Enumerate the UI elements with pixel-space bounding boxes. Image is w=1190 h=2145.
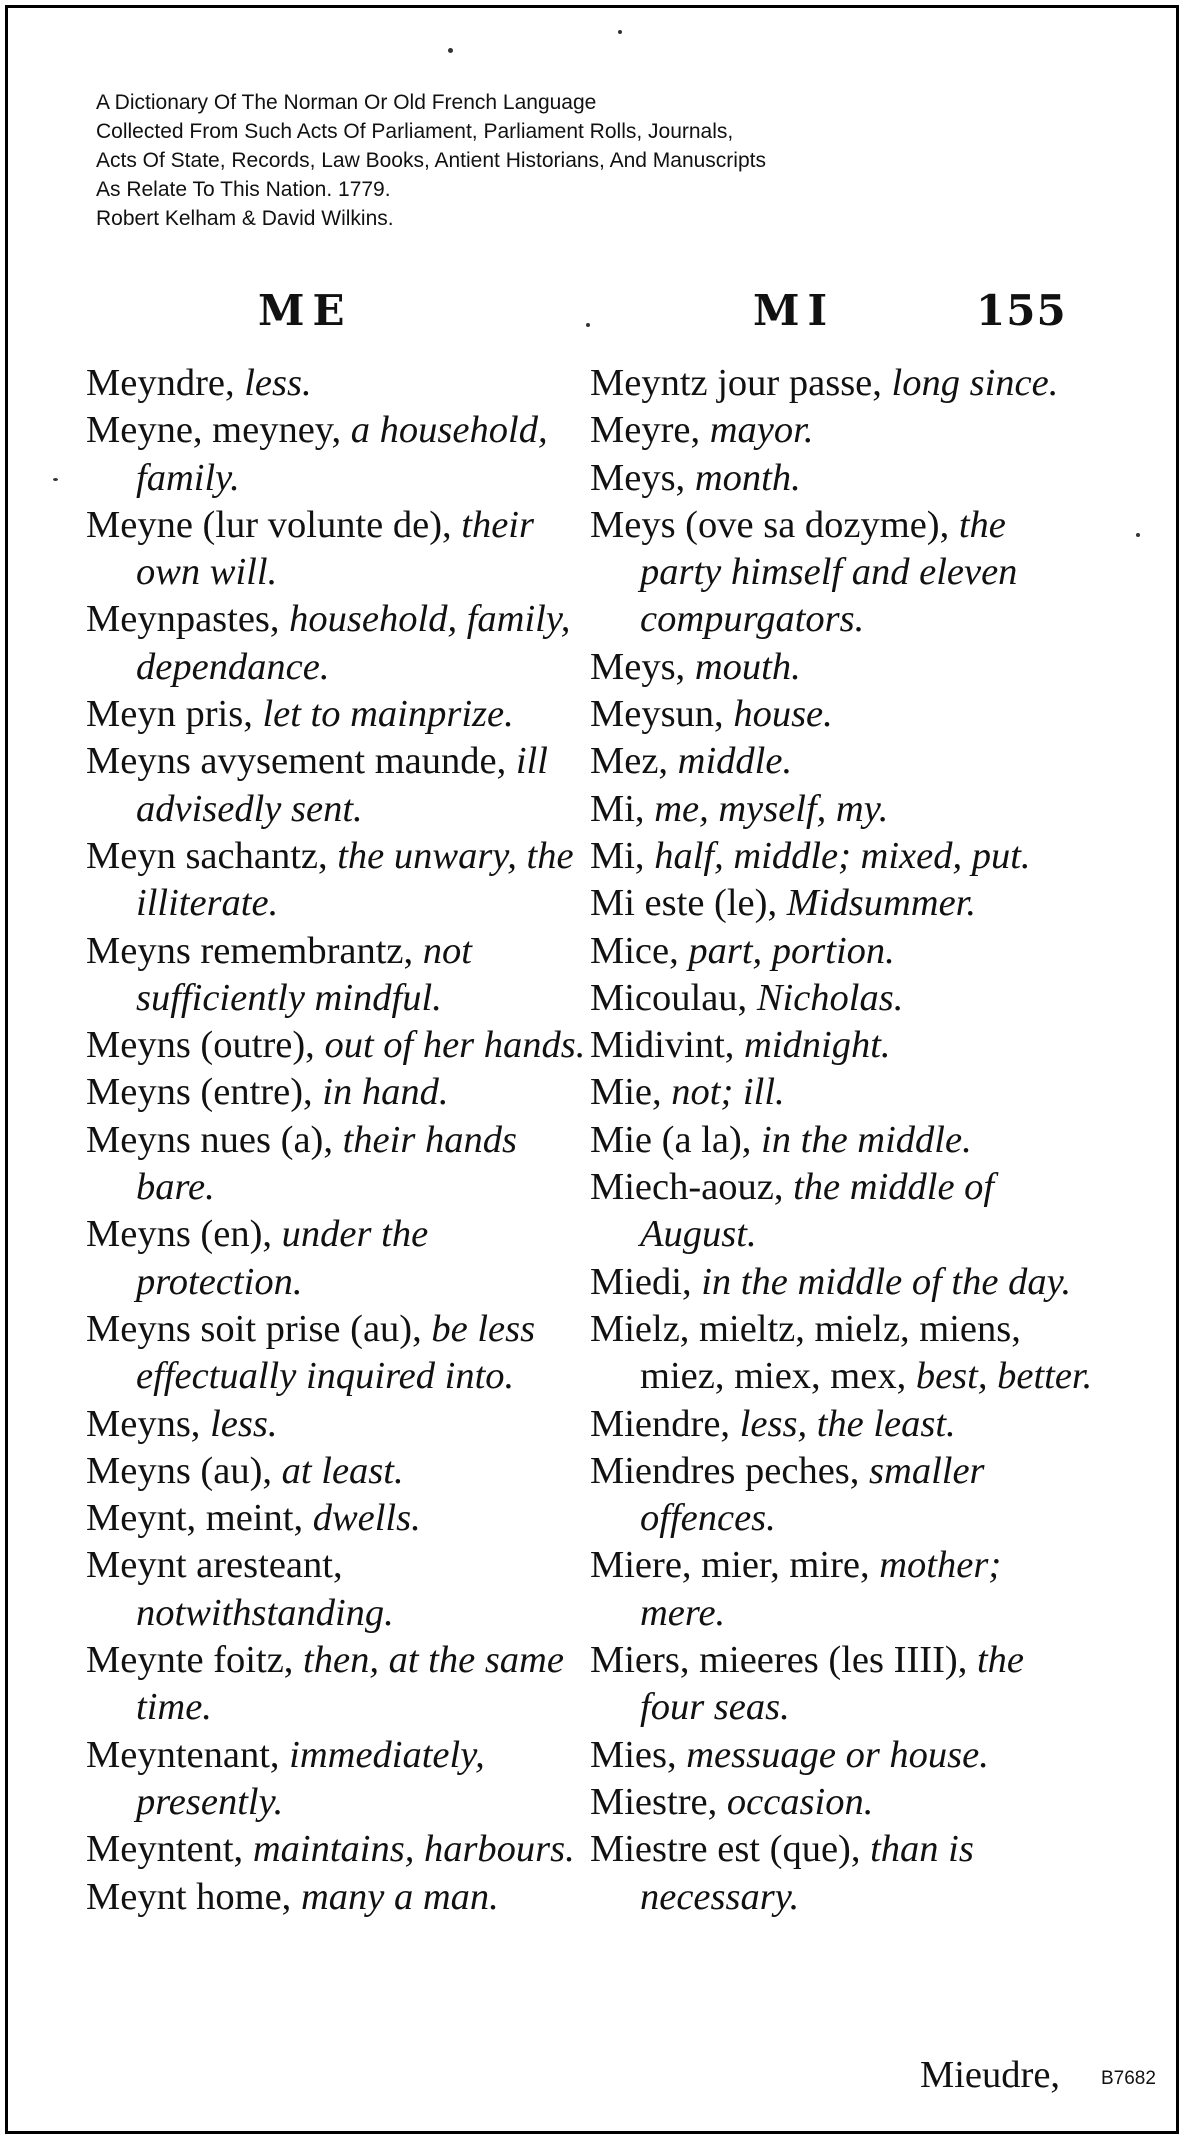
entry-headword: Miestre est (que), [590,1828,861,1871]
entry-headword: Miere, mier, mire, [590,1544,870,1587]
running-head-left: ME [258,286,353,335]
entry-headword: Meyre, [590,409,701,452]
catchword: Mieudre, [920,2054,1061,2096]
dictionary-entry [86,1401,591,1448]
citation-line: Collected From Such Acts Of Parliament, Parliament Rolls, Journals, [96,120,734,143]
dictionary-entry [590,1069,1095,1116]
entry-definition: house. [723,693,833,736]
entry-headword: Meyn pris, [86,693,253,736]
entry-definition: in hand. [312,1071,449,1114]
left-column [86,360,591,1921]
entry-headword: Mi, [590,787,645,830]
entry-headword: Midivint, [590,1024,735,1067]
entry-definition: part, portion. [678,929,895,972]
dictionary-entry [590,833,1095,880]
scan-speck [448,48,453,53]
entry-definition: notwithstanding. [136,1591,394,1634]
entry-headword: Meyns (entre), [86,1071,313,1114]
dictionary-entry [590,975,1095,1022]
dictionary-entry [86,1874,591,1921]
entry-headword: Meys, [590,456,686,499]
dictionary-entry [86,360,591,407]
dictionary-entry [590,455,1095,502]
dictionary-entry [590,1826,1095,1921]
dictionary-entry [590,1117,1095,1164]
entry-headword: Meyntent, [86,1828,244,1871]
entry-headword: Meysun, [590,693,724,736]
entry-headword: Meyns, [86,1402,201,1445]
entry-headword: Mies, [590,1733,677,1776]
scan-speck [586,323,590,327]
entry-headword: Meynt aresteant, [86,1544,343,1587]
entry-definition: less. [234,362,312,404]
entry-headword: Miestre, [590,1780,718,1823]
dictionary-entry [590,786,1095,833]
entry-headword: Mielz, mieltz, mielz, miens, miez, miex, mex, [590,1307,1021,1398]
entry-headword: Meyn sachantz, [86,834,328,877]
entry-definition: dwells. [303,1497,421,1540]
scan-speck [53,478,58,481]
dictionary-entry [590,880,1095,927]
entry-definition: ill advisedly sent. [136,740,548,830]
entry-headword: Meyns avysement maunde, [86,740,507,783]
entry-headword: Meyns nues (a), [86,1118,333,1161]
entry-headword: Miech-aouz, [590,1166,784,1209]
entry-headword: Miers, mieeres (les IIII), [590,1639,968,1682]
entry-definition: me, myself, my. [644,787,889,830]
dictionary-entry [590,1448,1095,1543]
entry-headword: Meyns (outre), [86,1024,315,1067]
entry-headword: Meyntenant, [86,1733,280,1776]
entry-definition: midnight. [734,1024,891,1067]
entry-definition: occasion. [717,1780,874,1823]
book-citation-header [96,88,996,233]
entry-headword: Miendres peches, [590,1449,860,1492]
entry-definition: mouth. [685,645,801,688]
dictionary-entry [590,407,1095,454]
entry-headword: Mie (a la), [590,1118,752,1161]
scan-speck [1136,533,1140,537]
dictionary-entry [590,1164,1095,1259]
entry-definition: the unwary, the illiterate. [136,834,574,925]
entry-definition: their own will. [136,503,534,594]
entry-definition: best, better. [906,1355,1093,1398]
entry-definition: Nicholas. [747,976,904,1019]
dictionary-entry [590,691,1095,738]
entry-definition: month. [685,456,801,499]
dictionary-entry [86,1542,591,1637]
dictionary-entry [590,1732,1095,1779]
entry-headword: Meyns (au), [86,1449,273,1492]
entry-headword: Miendre, [590,1402,731,1445]
entry-definition: then, at the same time. [136,1639,564,1729]
entry-definition: many a man. [291,1875,499,1918]
entry-headword: Meynte foitz, [86,1639,294,1682]
dictionary-entry [590,1022,1095,1069]
dictionary-entry [590,738,1095,785]
entry-definition: less. [200,1402,278,1445]
dictionary-entry [86,1495,591,1542]
running-head-right: MI [753,286,836,335]
entry-headword: Meynt home, [86,1875,292,1918]
dictionary-entry [86,1826,591,1873]
citation-line: A Dictionary Of The Norman Or Old French Language [96,91,597,114]
dictionary-entry [590,644,1095,691]
dictionary-entry [590,1779,1095,1826]
entry-headword: Meyne, meyney, [86,409,342,452]
entry-headword: Mie, [590,1071,662,1114]
dictionary-entry [590,1542,1095,1637]
dictionary-entry [86,502,591,597]
dictionary-entry [590,1306,1095,1401]
entry-definition: the party himself and eleven compurgators. [640,503,1018,641]
entry-headword: Mice, [590,929,679,972]
entry-headword: Miedi, [590,1260,692,1303]
entry-definition: messuage or house. [676,1733,989,1776]
entry-headword: Meynt, meint, [86,1497,304,1540]
entry-headword: Meys (ove sa dozyme), [590,503,950,546]
entry-definition: smaller offences. [640,1449,985,1540]
entry-definition: their hands bare. [136,1118,517,1209]
entry-headword: Mez, [590,740,669,783]
dictionary-entry [86,1069,591,1116]
entry-headword: Meyntz jour passe, [590,362,882,404]
entry-headword: Micoulau, [590,976,748,1019]
entry-headword: Meynpastes, [86,598,280,641]
dictionary-entry [590,1259,1095,1306]
entry-headword: Mi, [590,834,645,877]
entry-definition: be less effectually inquired into. [136,1307,536,1398]
citation-line: Robert Kelham & David Wilkins. [96,207,394,230]
dictionary-entry [86,833,591,928]
entry-headword: Meyne (lur volunte de), [86,503,452,546]
entry-definition: household, family, dependance. [136,598,571,688]
entry-definition: half, middle; mixed, put. [644,834,1031,877]
reference-code: B7682 [1101,2068,1156,2089]
dictionary-entry [86,1637,591,1732]
dictionary-entry [590,1401,1095,1448]
entry-definition: immediately, presently. [136,1733,485,1823]
dictionary-entry [86,1117,591,1212]
dictionary-entry [590,1637,1095,1732]
page-number: 155 [976,286,1067,335]
citation-line: Acts Of State, Records, Law Books, Antient Historians, And Manuscripts [96,149,766,172]
dictionary-entry [86,1306,591,1401]
entry-definition: under the protection. [136,1213,429,1303]
entry-definition: less, the least. [730,1402,956,1445]
entry-definition: Midsummer. [777,882,977,925]
right-column [590,360,1095,1921]
dictionary-entry [86,1448,591,1495]
entry-definition: out of her hands. [314,1024,586,1067]
dictionary-entry [86,1211,591,1306]
dictionary-entry [86,407,591,502]
entry-definition: not sufficiently mindful. [136,929,472,1019]
entry-definition: at least. [272,1449,404,1492]
citation-line: As Relate To This Nation. 1779. [96,178,391,201]
entry-definition: not; ill. [661,1071,785,1114]
entry-headword: Meys, [590,645,686,688]
dictionary-entry [86,596,591,691]
entry-definition: in the middle of the day. [691,1260,1072,1303]
entry-headword: Meyns (en), [86,1213,273,1256]
dictionary-entry [590,502,1095,644]
page-frame [5,5,1179,2134]
entry-definition: maintains, harbours. [243,1828,575,1871]
entry-definition: the middle of August. [640,1166,995,1256]
entry-definition: mayor. [700,409,814,452]
scan-speck [618,30,622,34]
entry-headword: Mi este (le), [590,882,778,925]
entry-definition: mother; mere. [640,1544,1002,1634]
entry-definition: middle. [668,740,793,783]
entry-definition: a household, family. [136,409,548,499]
entry-headword: Meyns remembrantz, [86,929,414,972]
dictionary-entry [86,738,591,833]
dictionary-entry [86,1022,591,1069]
dictionary-entry [590,360,1095,407]
dictionary-entry [86,1732,591,1827]
entry-definition: than is necessary. [640,1828,974,1918]
dictionary-entry [86,928,591,1023]
entry-definition: let to mainprize. [252,693,514,736]
entry-headword: Meyndre, [86,362,235,404]
dictionary-entry [590,928,1095,975]
dictionary-entry [86,691,591,738]
entry-headword: Meyns soit prise (au), [86,1307,422,1350]
entry-definition: the four seas. [640,1639,1025,1729]
entry-definition: long since. [881,362,1059,404]
entry-definition: in the middle. [751,1118,972,1161]
